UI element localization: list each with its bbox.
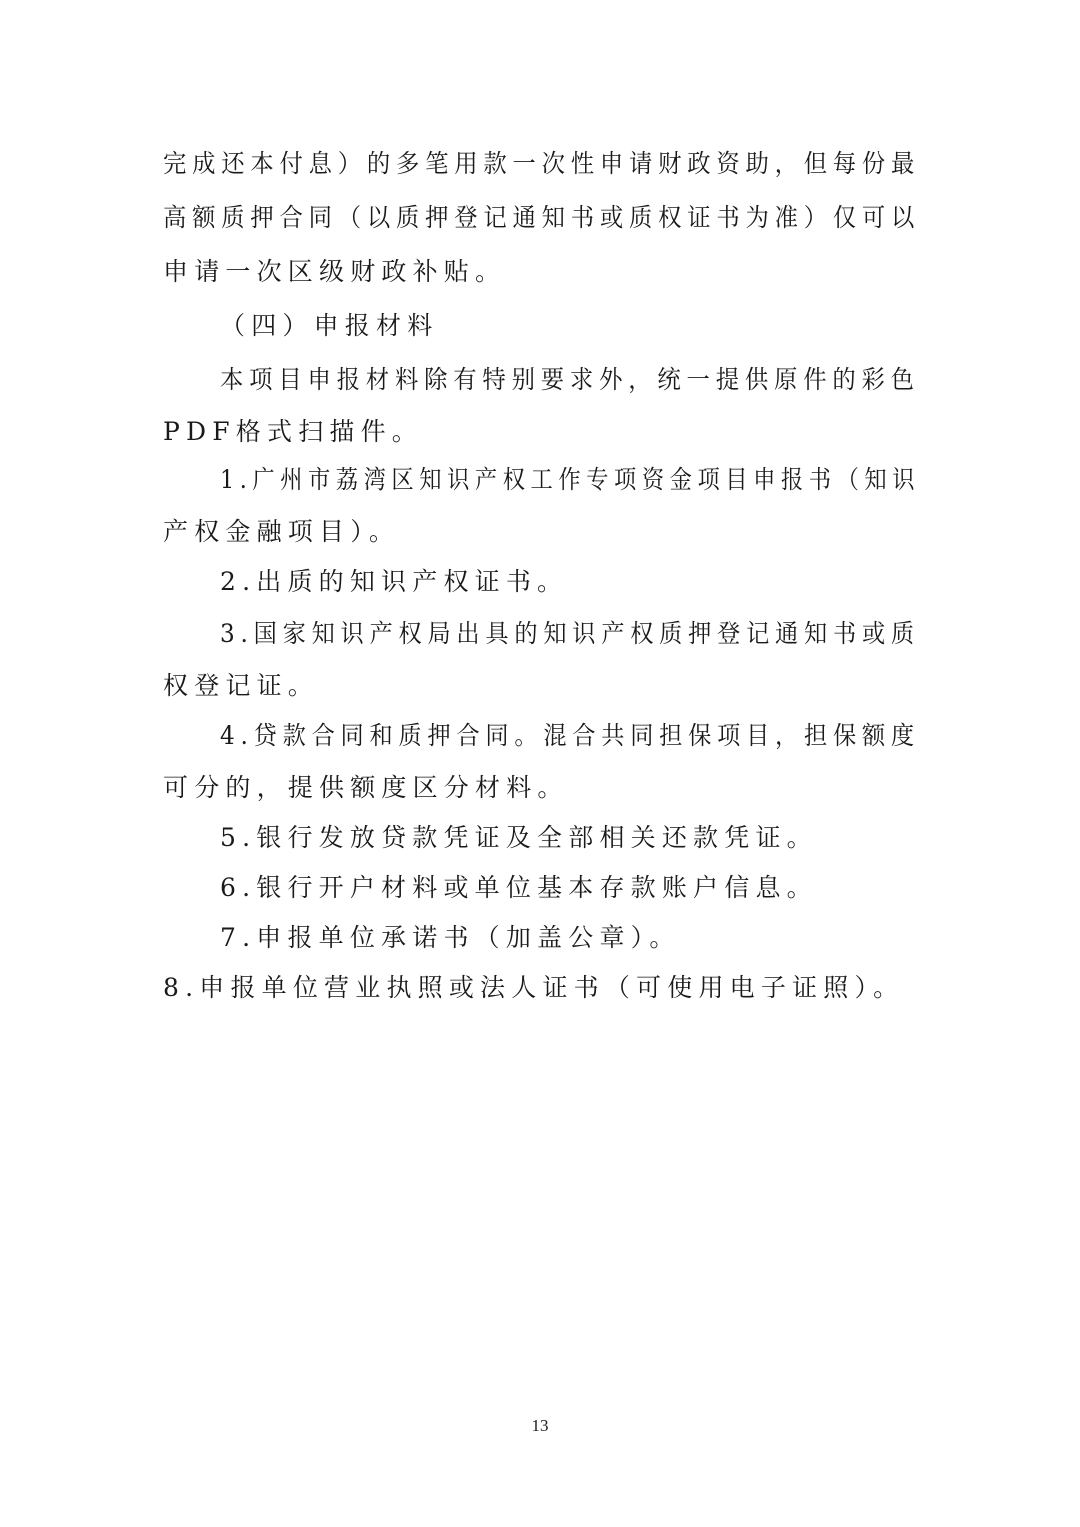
paragraph-line: 完成还本付息）的多笔用款一次性申请财政资助，但每份最: [163, 149, 921, 178]
list-item-continuation: 产权金融项目）。: [163, 517, 401, 546]
list-item-continuation: 权登记证。: [163, 671, 320, 700]
list-item: 6.银行开户材料或单位基本存款账户信息。: [220, 873, 818, 902]
list-item: 4.贷款合同和质押合同。混合共同担保项目，担保额度: [220, 721, 920, 750]
list-item: 5.银行发放贷款凭证及全部相关还款凭证。: [220, 823, 818, 852]
list-item: 3.国家知识产权局出具的知识产权质押登记通知书或质: [220, 619, 920, 648]
paragraph-line: 本项目申报材料除有特别要求外，统一提供原件的彩色: [220, 365, 920, 394]
paragraph-line: 高额质押合同（以质押登记通知书或质权证书为准）仅可以: [163, 203, 921, 232]
page-number: 13: [531, 1416, 549, 1435]
list-item: 8.申报单位营业执照或法人证书（可使用电子证照）。: [163, 973, 905, 1002]
list-item: 2.出质的知识产权证书。: [220, 567, 569, 596]
paragraph-line: 申请一次区级财政补贴。: [163, 257, 507, 286]
list-item: 7.申报单位承诺书（加盖公章）。: [220, 923, 681, 952]
list-item-continuation: 可分的，提供额度区分材料。: [163, 773, 569, 802]
list-item: 1.广州市荔湾区知识产权工作专项资金项目申报书（知识: [220, 465, 921, 494]
section-heading: （四）申报材料: [220, 311, 439, 340]
paragraph-line: PDF格式扫描件。: [163, 417, 424, 446]
